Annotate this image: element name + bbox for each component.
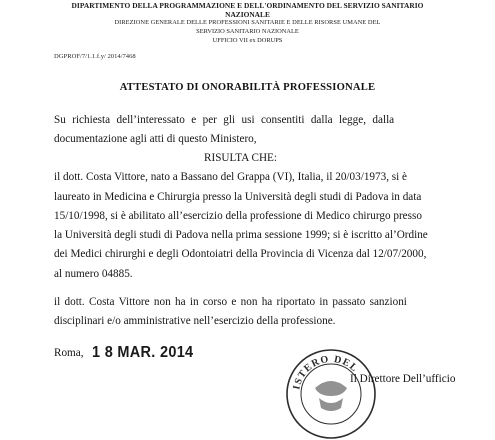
ministry-seal-icon — [285, 348, 377, 440]
seal-text: ISTERO DEL — [291, 353, 361, 391]
body-line: al numero 04885. — [54, 268, 133, 280]
date-stamp: 1 8 MAR. 2014 — [92, 344, 194, 362]
header-office: UFFICIO VII ex DORUPS — [212, 37, 283, 44]
header-department-cont: NAZIONALE — [225, 10, 270, 19]
body-line: il dott. Costa Vittore, nato a Bassano del Grappa (VI), Italia, il 20/03/1973, si è — [54, 171, 408, 183]
header-directorate-cont: SERVIZIO SANITARIO NAZIONALE — [196, 28, 299, 35]
signer-title: Il Direttore Dell’ufficio — [350, 373, 456, 385]
body-line: dei Medici chirurghi e degli Odontoiatri della Provincia di Vicenza dal 12/07/2000, — [54, 248, 427, 260]
body2-line: il dott. Costa Vittore non ha in corso e non ha riportato in passato sanzioni — [54, 296, 407, 308]
header-directorate: DIREZIONE GENERALE DELLE PROFESSIONI SANITARIE E DELLE RISORSE UMANE DEL — [114, 19, 381, 26]
body-line: 15/10/1998, si è abilitato all’esercizio della professione di Medico chirurgo presso — [54, 210, 422, 222]
body-line: la Università degli studi di Padova nella prima sessione 1999; si è iscritto al’Ordine — [54, 229, 428, 241]
body2-line: disciplinari e/o amministrative nell’esercizio della professione. — [54, 315, 336, 327]
place-label: Roma, — [54, 347, 84, 359]
body-line: laureato in Medicina e Chirurgia presso la Università degli studi di Padova in data — [54, 191, 422, 203]
document-title: ATTESTATO DI ONORABILITÀ PROFESSIONALE — [119, 82, 376, 93]
intro-line-2: documentazione agli atti di questo Ministero, — [54, 133, 257, 145]
intro-line-1: Su richiesta dell’interessato e per gli usi consentiti dalla legge, dalla — [54, 114, 395, 126]
header-department: DIPARTIMENTO DELLA PROGRAMMAZIONE E DELL'ORDINAMENTO DEL SERVIZIO SANITARIO — [71, 1, 424, 10]
protocol-number: DGPROF/7/1.1.f.y/ 2014/7468 — [54, 53, 136, 60]
risulta-che: RISULTA CHE: — [204, 152, 277, 164]
